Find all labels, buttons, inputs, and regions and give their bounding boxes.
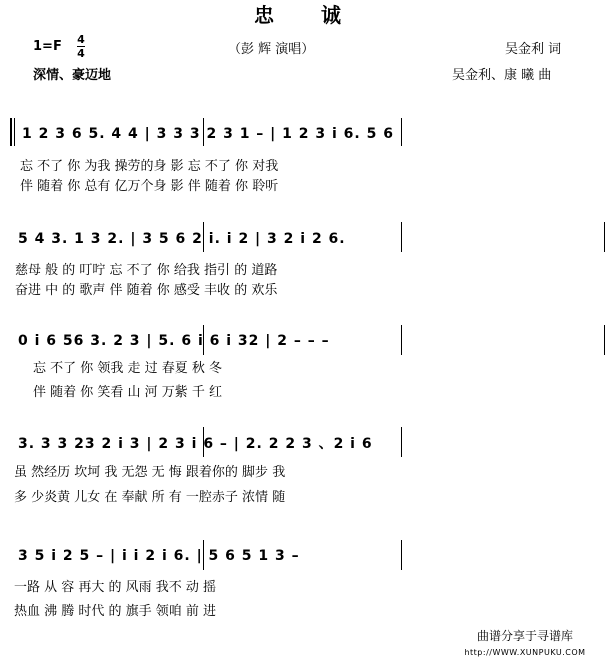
notation-line-5: 3 5 i 2 5 – | i i 2 i 6. | 5 6 5 1 3 – (18, 548, 300, 564)
lyrics-line-1a: 忘 不了 你 为我 操劳的身 影 忘 不了 你 对我 (20, 159, 279, 174)
lyrics-line-1b: 伴 随着 你 总有 亿万个身 影 伴 随着 你 聆听 (20, 179, 279, 194)
time-signature (77, 34, 85, 59)
bar-line (401, 427, 402, 457)
key-signature: 1=F (33, 39, 62, 54)
bar-line (401, 118, 402, 146)
bar-line (401, 540, 402, 570)
bar-line (604, 222, 605, 252)
repeat-bar-thick (10, 118, 12, 146)
notation-line-1: 1 2 3 6 5. 4 4 | 3 3 3 2 3 1 – | 1 2 3 i 6. 5 6 (22, 126, 394, 142)
bar-line (401, 325, 402, 355)
bar-line (401, 222, 402, 252)
lyrics-line-2b: 奋进 中 的 歌声 伴 随着 你 感受 丰收 的 欢乐 (15, 283, 278, 298)
lyrics-line-3b: 伴 随着 你 笑看 山 河 万紫 千 红 (33, 385, 223, 400)
notation-line-3: 0 i 6 56 3. 2 3 | 5. 6 i 6 i 32 | 2 – – – (18, 333, 330, 349)
lyricist-credit: 吴金利 词 (505, 42, 562, 57)
time-signature-top: 4 (77, 33, 85, 46)
watermark-url: http://WWW.XUNPUKU.COM (464, 648, 586, 657)
lyrics-line-3a: 忘 不了 你 领我 走 过 春夏 秋 冬 (33, 361, 223, 376)
expression-mark: 深情、豪迈地 (33, 68, 112, 83)
watermark-text: 曲谱分享于寻谱库 (476, 629, 573, 643)
lyrics-line-5b: 热血 沸 腾 时代 的 旗手 领咱 前 进 (14, 604, 217, 619)
lyrics-line-2a: 慈母 般 的 叮咛 忘 不了 你 给我 指引 的 道路 (15, 263, 278, 278)
lyrics-line-5a: 一路 从 容 再大 的 风雨 我不 动 摇 (14, 580, 217, 595)
watermark (440, 627, 610, 657)
time-signature-bottom: 4 (77, 47, 85, 60)
notation-line-4: 3. 3 3 23 2 i 3 | 2 3 i 6 – | 2. 2 2 3 、2 i 6 (18, 436, 373, 452)
lyrics-line-4b: 多 少炎黄 儿女 在 奉献 所 有 一腔赤子 浓情 随 (14, 490, 286, 505)
song-title: 忠 诚 (254, 3, 361, 27)
singer-credit: （彭 辉 演唱） (228, 42, 315, 57)
lyrics-line-4a: 虽 然经历 坎坷 我 无怨 无 悔 跟着你的 脚步 我 (14, 465, 286, 480)
notation-line-2: 5 4 3. 1 3 2. | 3 5 6 2 i. i 2 | 3 2 i 2 6. (18, 231, 346, 247)
composer-credit: 吴金利、康 曦 曲 (452, 68, 552, 83)
repeat-bar-thin (14, 118, 15, 146)
bar-line (604, 325, 605, 355)
